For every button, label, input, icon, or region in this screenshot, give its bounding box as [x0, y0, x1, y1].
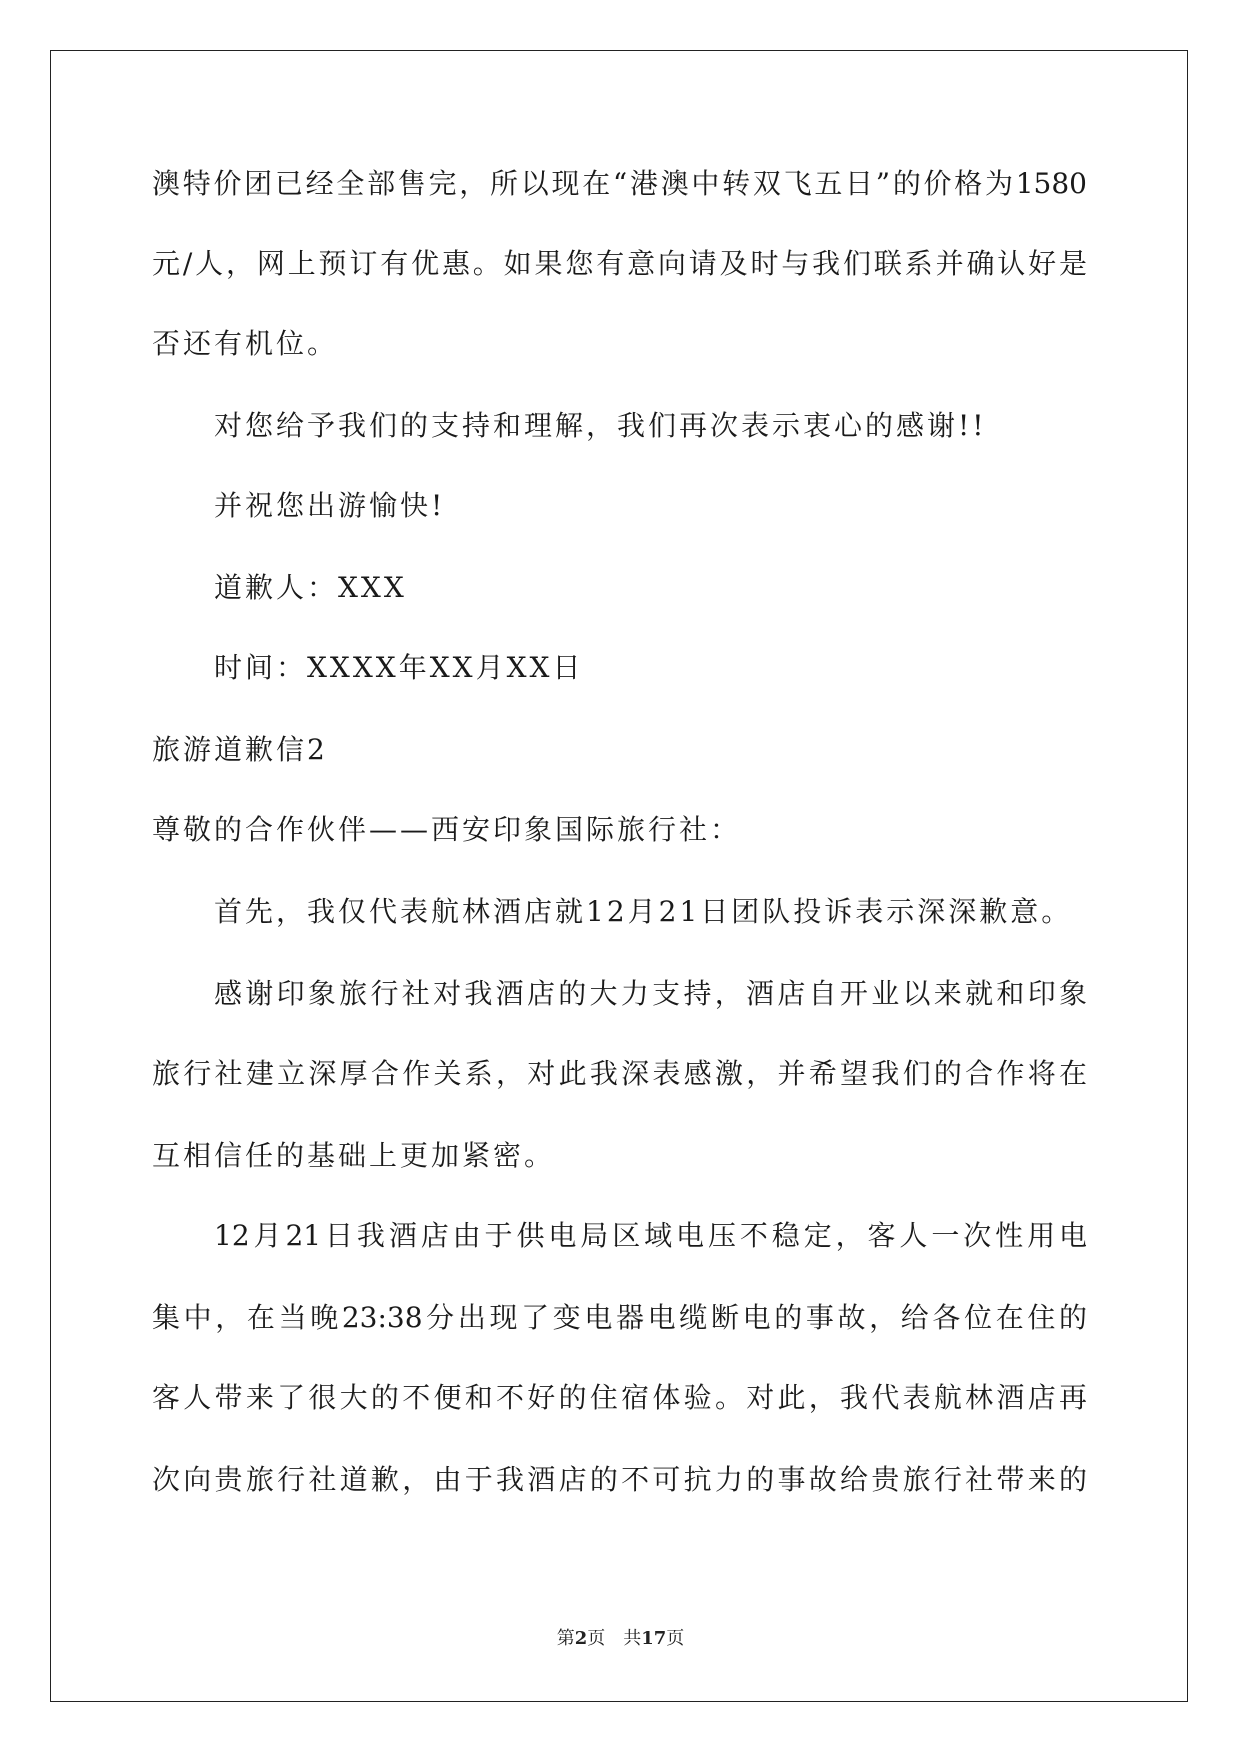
- current-page-number: 2: [574, 1628, 588, 1649]
- body-line: 集中，在当晚23:38分出现了变电器电缆断电的事故，给各位在住的: [152, 1301, 1087, 1334]
- body-line: 感谢印象旅行社对我酒店的大力支持，酒店自开业以来就和印象: [214, 977, 1087, 1010]
- body-line: 元/人，网上预订有优惠。如果您有意向请及时与我们联系并确认好是: [152, 247, 1087, 280]
- page-footer: [0, 1628, 1241, 1650]
- page-border: [50, 50, 1188, 1702]
- body-line: 否还有机位。: [152, 327, 339, 360]
- body-line: 互相信任的基础上更加紧密。: [152, 1139, 556, 1172]
- total-page-count: 17: [641, 1628, 667, 1649]
- body-line: 澳特价团已经全部售完，所以现在“港澳中转双飞五日”的价格为1580: [152, 167, 1087, 200]
- footer-total-unit: 页: [666, 1628, 685, 1649]
- date-line: 时间：XXXX年XX月XX日: [214, 651, 584, 684]
- footer-prefix: 第: [556, 1628, 575, 1649]
- footer-total-prefix: 共: [623, 1628, 642, 1649]
- section-title: 旅游道歉信2: [152, 733, 328, 766]
- body-line: 首先，我仅代表航林酒店就12月21日团队投诉表示深深歉意。: [214, 895, 1073, 928]
- body-line: 客人带来了很大的不便和不好的住宿体验。对此，我代表航林酒店再: [152, 1381, 1087, 1414]
- signature-line: 道歉人：XXX: [214, 571, 407, 604]
- salutation: 尊敬的合作伙伴——西安印象国际旅行社：: [152, 813, 742, 846]
- body-line: 12月21日我酒店由于供电局区域电压不稳定，客人一次性用电: [214, 1219, 1087, 1252]
- footer-page-unit: 页: [587, 1628, 606, 1649]
- closing-wish: 并祝您出游愉快!: [214, 489, 446, 522]
- body-line: 旅行社建立深厚合作关系，对此我深表感激，并希望我们的合作将在: [152, 1057, 1087, 1090]
- closing-thanks: 对您给予我们的支持和理解，我们再次表示衷心的感谢!!: [214, 409, 987, 442]
- body-line: 次向贵旅行社道歉，由于我酒店的不可抗力的事故给贵旅行社带来的: [152, 1463, 1087, 1496]
